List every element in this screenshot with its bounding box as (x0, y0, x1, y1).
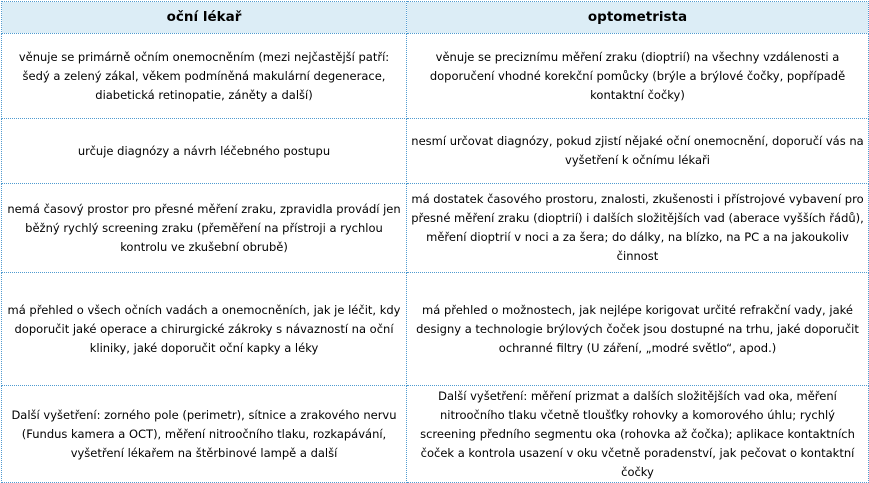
cell-ophthalmologist: nemá časový prostor pro přesné měření zraku, zpravidla provádí jen běžný rychlý screening zraku (přeměření na přístroji a rychlou kontrolu ve zkušební obrubě) (2, 184, 407, 273)
table-row (2, 184, 869, 273)
header-ophthalmologist: oční lékař (2, 2, 407, 34)
cell-optometrist: má přehled o možnostech, jak nejlépe korigovat určité refrakční vady, jaké designy a technologie brýlových čoček jsou dostupné na trhu, jaké doporučit ochranné filtry (U záření, „modré světlo“, apod.) (407, 273, 869, 386)
table-row (2, 119, 869, 184)
table-row (2, 273, 869, 386)
cell-optometrist: Další vyšetření: měření prizmat a dalších složitějších vad oka, měření nitroočního tlaku včetně tloušťky rohovky a komorového úhlu; rychlý screening předního segmentu oka (rohovka až čočka); aplikace kontaktních čoček a kontrola usazení v oku včetně poradenství, jak pečovat o kontaktní čočky (407, 386, 869, 483)
cell-ophthalmologist: Další vyšetření: zorného pole (perimetr), sítnice a zrakového nervu (Fundus kamera a OCT), měření nitroočního tlaku, rozkapávání, vyšetření lékařem na štěrbinové lampě a další (2, 386, 407, 483)
cell-optometrist: má dostatek časového prostoru, znalosti, zkušenosti i přístrojové vybavení pro přesné měření zraku (dioptrií) i dalších složitějších vad (aberace vyšších řádů), měření dioptrií v noci a za šera; do dálky, na blízko, na PC a na jakoukoliv činnost (407, 184, 869, 273)
table-row (2, 34, 869, 119)
cell-optometrist: nesmí určovat diagnózy, pokud zjistí nějaké oční onemocnění, doporučí vás na vyšetření k očnímu lékaři (407, 119, 869, 184)
cell-ophthalmologist: věnuje se primárně očním onemocněním (mezi nejčastější patří: šedý a zelený zákal, věkem podmíněná makulární degenerace, diabetická retinopatie, záněty a další) (2, 34, 407, 119)
cell-ophthalmologist: má přehled o všech očních vadách a onemocněních, jak je léčit, kdy doporučit jaké operace a chirurgické zákroky s návazností na oční kliniky, jaké doporučit oční kapky a léky (2, 273, 407, 386)
cell-ophthalmologist: určuje diagnózy a návrh léčebného postupu (2, 119, 407, 184)
header-optometrist: optometrista (407, 2, 869, 34)
header-row (2, 2, 869, 34)
table-row (2, 386, 869, 483)
cell-optometrist: věnuje se preciznímu měření zraku (dioptrií) na všechny vzdálenosti a doporučení vhodné korekční pomůcky (brýle a brýlové čočky, popřípadě kontaktní čočky) (407, 34, 869, 119)
comparison-table (1, 1, 869, 483)
